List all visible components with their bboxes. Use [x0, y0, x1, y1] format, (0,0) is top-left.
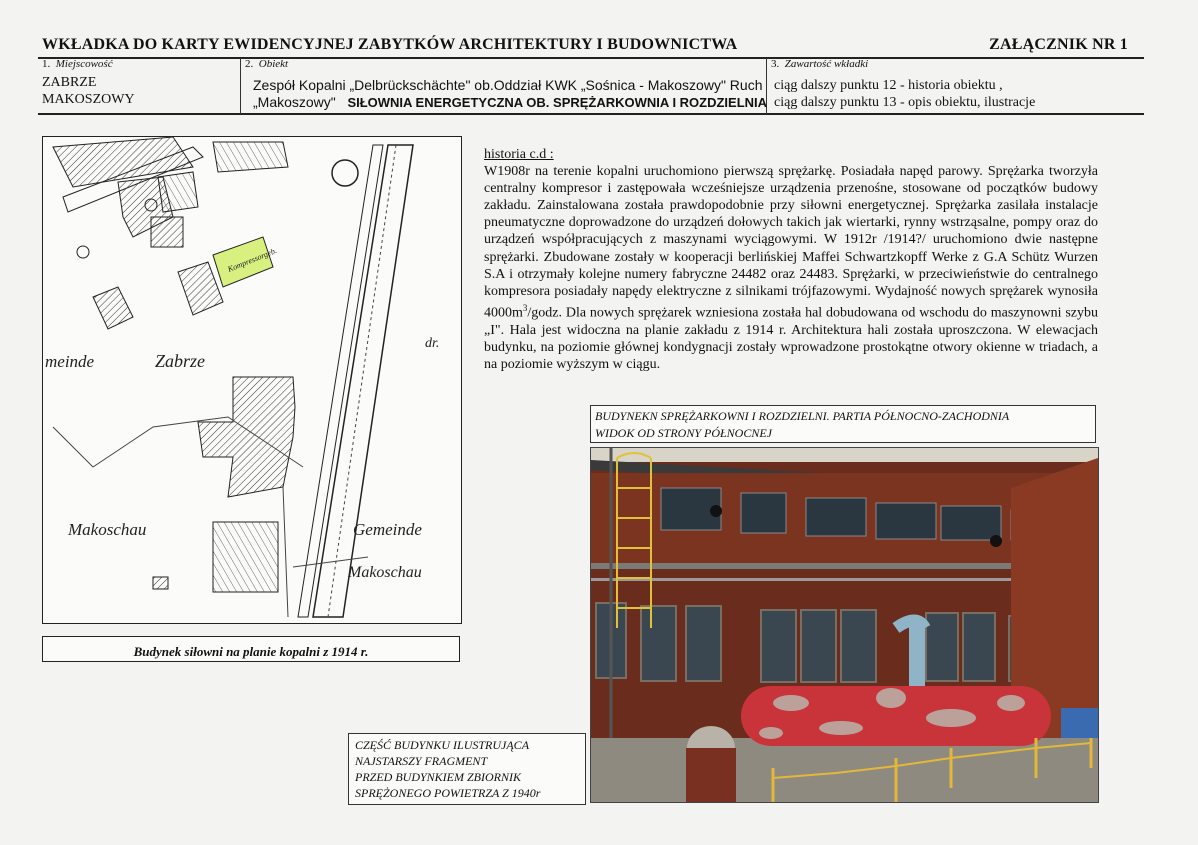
map-caption: Budynek siłowni na planie kopalni z 1914 r.: [42, 636, 460, 662]
part-caption: CZĘŚĆ BUDYNKU ILUSTRUJĄCA NAJSTARSZY FRAGMENT PRZED BUDYNKIEM ZBIORNIK SPRĘŻONEGO POWIETRZA Z 1940r: [348, 733, 586, 805]
makoschau-left-label: Makoschau: [68, 520, 147, 539]
history-body: W1908r na terenie kopalni uruchomiono pierwszą sprężarkę. Posiadała napęd parowy. Sprężarka tworzyła centralny kompresor i zastępowała wcześniejsze urządzenia przenośne, stosowane od początków budowy zakładu. Zainstalowana została prawdopodobnie przy siłowni energetycznej. Sprężarka zasilała instalacje pneumatyczne doprowadzone do urządzeń dołowych takich jak wiertarki, rynny wstrząsalne, pompy oraz do urządzeń współpracujących z maszynami wyciągowymi. W 1912r /1914?/ uruchomiono dwie następne sprężarki. Zbudowane zostały w kooperacji berlińskiej Maffei Schwartzkopff Werke z G.A Schütz Wurzen S.A i otrzymały kolejne numery fabryczne 24482 oraz 24483. Sprężarki, w przeciwieństwie do centralnego kompresora posiadały napędy elektryczne z silnikami trójfazowymi. Wydajność nowych sprężarek wynosiła $4000m^3$/godz. Dla nowych sprężarek wzniesiona została hal dobudowana od wschodu do maszynowni szybu „I". Hala jest widoczna na planie zakładu z 1914 r. Architektura hali została uproszczona. W elewacjach budynku, na poziomie głównej kondygnacji zostały wprowadzone prostokątne otwory okienne w triadach, a na poziomie wyższym w ciągu.: [484, 164, 1098, 372]
zabrze-label: Zabrze: [155, 351, 206, 371]
history-heading: historia c.d :: [484, 147, 554, 162]
document-header: [42, 36, 1142, 58]
column-divider: [240, 58, 241, 114]
document-title: WKŁADKA DO KARTY EWIDENCYJNEJ ZABYTKÓW ARCHITEKTURY I BUDOWNICTWA: [42, 36, 738, 53]
attachment-label: ZAŁĄCZNIK NR 1: [989, 36, 1128, 53]
photo-drawing: [591, 448, 1098, 802]
object-label: 2. Obiekt: [245, 58, 289, 70]
gemeinde-left-label: meinde: [45, 352, 95, 371]
contents-label: 3. Zawartość wkładki: [771, 58, 869, 70]
header-top-rule: [38, 57, 1144, 59]
header-bottom-rule: [38, 113, 1144, 115]
location-name: ZABRZE MAKOSZOWY: [42, 75, 135, 107]
object-name: Zespół Kopalni „Delbrückschächte" ob.Oddział KWK „Sośnica - Makoszowy" Ruch „Makoszowy" SIŁOWNIA ENERGETYCZNA OB. SPRĘŻARKOWNIA I ROZDZIELNIA: [253, 77, 768, 110]
map-drawing: [43, 137, 461, 623]
photo-caption: BUDYNEKN SPRĘŻARKOWNI I ROZDZIELNI. PARTIA PÓŁNOCNO-ZACHODNIA WIDOK OD STRONY PÓŁNOCNEJ: [590, 405, 1096, 443]
building-photo: [590, 447, 1099, 803]
dr-label: dr.: [425, 336, 440, 351]
contents-list: ciąg dalszy punktu 12 - historia obiektu , ciąg dalszy punktu 13 - opis obiektu, ilustracje: [774, 78, 1036, 110]
gemeinde-right-label: Gemeinde: [353, 520, 422, 539]
location-label: 1. Miejscowość: [42, 58, 113, 70]
history-section: [484, 146, 1098, 373]
makoschau-right-label: Makoschau: [348, 564, 422, 581]
kompressor-label: Kompressorgeb.: [226, 246, 279, 274]
mine-plan-map: [42, 136, 462, 624]
